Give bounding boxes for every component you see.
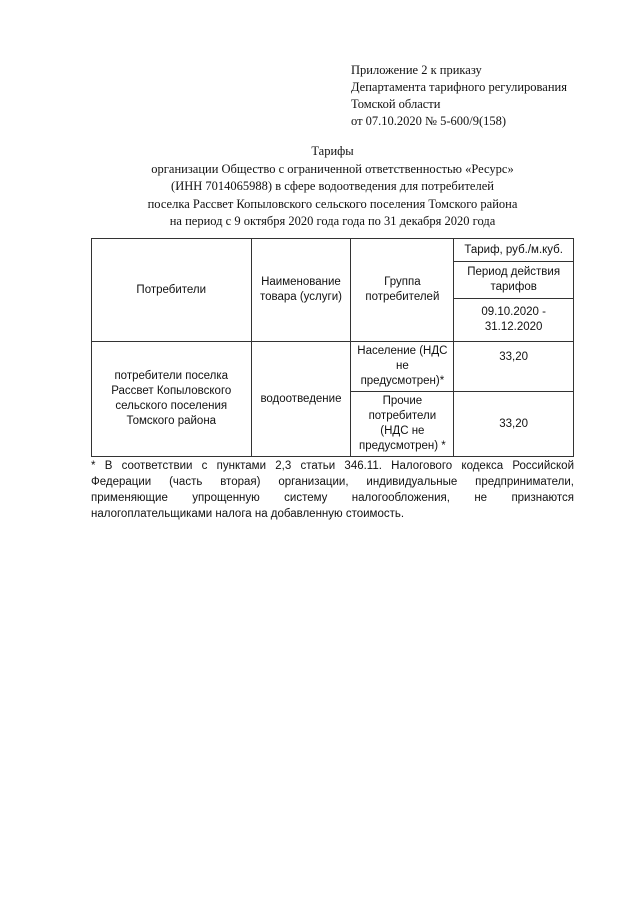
appendix-order-date: от 07.10.2020 № 5-600/9(158) <box>351 114 507 128</box>
header-tariff: Тариф, руб./м.куб. <box>454 239 574 262</box>
heading-line: (ИНН 7014065988) в сфере водоотведения для потребителей <box>171 179 494 193</box>
tariff-table <box>91 238 574 457</box>
cell-product-name: водоотведение <box>251 342 351 457</box>
cell-group: Прочие потребители (НДС не предусмотрен) * <box>351 392 454 457</box>
cell-tariff-value: 33,20 <box>454 342 574 392</box>
cell-tariff-value: 33,20 <box>454 392 574 457</box>
footnote: * В соответствии с пунктами 2,3 статьи 346.11. Налогового кодекса Российской Федерации (часть вторая) организации, индивидуальные предприниматели, применяющие упрощенную систему налогообложения, не признаются налогоплательщиками налога на добавленную стоимость. <box>91 460 574 520</box>
heading-period: на период с 9 октября 2020 года года по 31 декабря 2020 года <box>169 214 496 228</box>
heading-line: поселка Рассвет Копыловского сельского поселения Томского района <box>147 196 518 211</box>
header-period: Период действия тарифов <box>454 262 574 299</box>
document-heading <box>90 143 575 231</box>
header-consumers: Потребители <box>92 239 252 342</box>
table-row <box>92 342 574 392</box>
document-title: Тарифы <box>311 144 354 158</box>
appendix-reference <box>351 62 567 130</box>
appendix-line: Томской области <box>351 97 441 111</box>
cell-group: Население (НДС не предусмотрен)* <box>351 342 454 392</box>
cell-consumer-name: потребители поселка Рассвет Копыловского сельского поселения Томского района <box>92 342 252 457</box>
appendix-line: Департамента тарифного регулирования <box>351 80 567 94</box>
table-header-row <box>92 239 574 262</box>
header-period-dates: 09.10.2020 - 31.12.2020 <box>454 299 574 342</box>
appendix-line: Приложение 2 к приказу <box>351 63 482 77</box>
header-product: Наименование товара (услуги) <box>251 239 351 342</box>
heading-line: организации Общество с ограниченной ответственностью «Ресурс» <box>151 161 514 176</box>
header-group: Группа потребителей <box>351 239 454 342</box>
